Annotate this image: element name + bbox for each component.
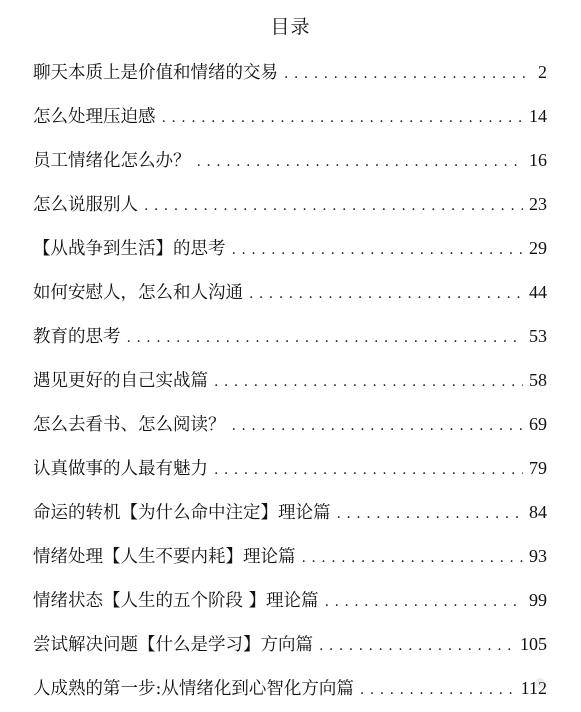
dot-leader [337,492,524,536]
toc-page-number: 105 [520,634,547,654]
toc-page-number: 14 [529,106,547,126]
toc-entry-title: 遇见更好的自己实战篇 [33,371,208,391]
toc-page-number: 99 [529,590,547,610]
watermark-dot-icon [535,678,545,688]
toc-entry-title: 尝试解决问题【什么是学习】方向篇 [33,635,313,655]
toc-page-number: 29 [529,238,547,258]
toc-entry[interactable] [33,314,547,358]
toc-entry-title: 怎么说服别人 [33,195,138,215]
toc-entry-title: 情绪状态【人生的五个阶段 】理论篇 [33,591,319,611]
toc-entry[interactable] [33,270,547,314]
dot-leader [214,448,523,492]
dot-leader [197,140,524,184]
dot-leader [284,52,532,96]
toc-entry-title: 聊天本质上是价值和情绪的交易 [33,63,278,83]
toc-entry[interactable] [33,578,547,622]
toc-page-number: 23 [529,194,547,214]
toc-entry-title: 怎么处理压迫感 [33,107,156,127]
dot-leader [232,228,524,272]
toc-entry[interactable] [33,622,547,666]
toc-entry[interactable] [33,666,547,710]
toc-entry[interactable] [33,182,547,226]
toc-entry-title: 员工情绪化怎么办？ [33,151,191,171]
toc-entry[interactable] [33,50,547,94]
toc-page-number: 93 [529,546,547,566]
toc-entry-title: 教育的思考 [33,327,121,347]
page-title: 目录 [270,16,311,38]
toc-page-number: 84 [529,502,547,522]
toc-entry[interactable] [33,358,547,402]
toc-entry[interactable] [33,446,547,490]
dot-leader [214,360,523,404]
toc-entry-title: 认真做事的人最有魅力 [33,459,208,479]
toc-entry-title: 怎么去看书、怎么阅读？ [33,415,226,435]
toc-page-number: 69 [529,414,547,434]
toc-entry-title: 命运的转机【为什么命中注定】理论篇 [33,503,331,523]
toc-page-number: 112 [520,678,547,698]
dot-leader [360,668,515,712]
toc-page-number: 16 [529,150,547,170]
dot-leader [302,536,524,580]
dot-leader [325,580,523,624]
toc-entry[interactable] [33,402,547,446]
toc-entry-title: 【从战争到生活】的思考 [33,239,226,259]
toc-page-number: 53 [529,326,547,346]
toc-entry[interactable] [33,226,547,270]
toc-entry[interactable] [33,94,547,138]
dot-leader [144,184,523,228]
toc-page-number: 79 [529,458,547,478]
toc-page-number: 44 [529,282,547,302]
toc-page-number: 2 [538,62,547,82]
toc-entry[interactable] [33,534,547,578]
toc-entry[interactable] [33,138,547,182]
toc-entry-title: 如何安慰人，怎么和人沟通 [33,283,243,303]
table-of-contents [33,50,547,710]
dot-leader [319,624,514,668]
dot-leader [162,96,524,140]
toc-entry-title: 情绪处理【人生不要内耗】理论篇 [33,547,296,567]
toc-entry[interactable] [33,490,547,534]
toc-entry-title: 人成熟的第一步:从情绪化到心智化方向篇 [33,679,354,699]
toc-page-number: 58 [529,370,547,390]
dot-leader [232,404,524,448]
dot-leader [127,316,524,360]
dot-leader [249,272,523,316]
